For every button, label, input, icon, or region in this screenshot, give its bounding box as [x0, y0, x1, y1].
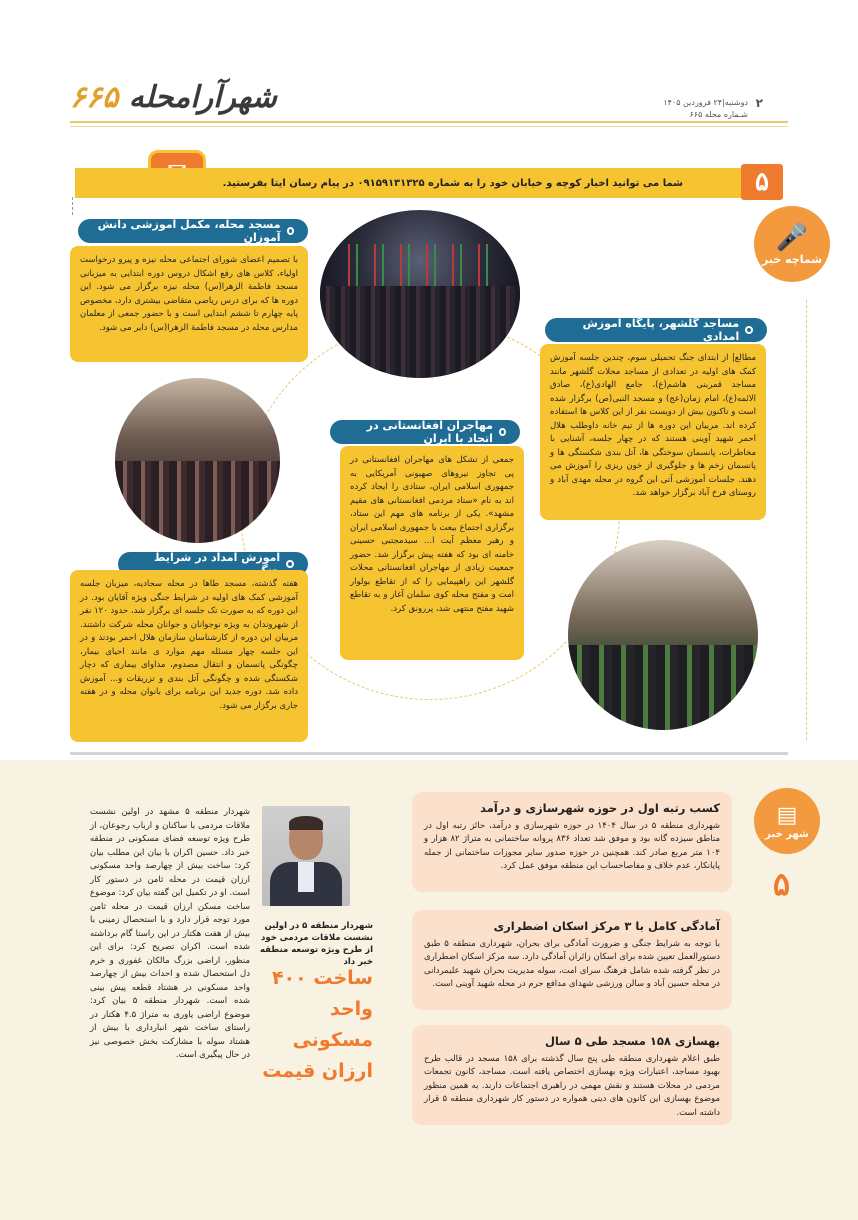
bullet-dot-icon — [287, 227, 294, 235]
logo-number: ۶۶۵ — [70, 80, 119, 115]
article-title-bar — [78, 219, 308, 243]
interview-headline — [255, 963, 373, 1087]
bullet-dot-icon — [499, 428, 506, 436]
article-title: مهاجران افغانستانی در اتحاد با ایران — [366, 419, 493, 445]
news-body: طبق اعلام شهرداری منطقه طی پنج سال گذشته برای ۱۵۸ مسجد در قالب طرح بهبود مساجد، اعتبارات ویژه بهسازی اختصاص یافته است. مساجد، کانون تجمعات مردمی در محلات هستند و نقش مهمی در راهبری اجتماعات دارند. به همین منظور موضوع بهسازی این کانون های دینی همواره در دستور کار شهرداری منطقه ۵ قرار داشته است. — [424, 1053, 721, 1118]
masthead-logo — [70, 80, 277, 115]
news-item — [412, 910, 732, 1010]
section-divider — [70, 752, 788, 755]
decorative-dotted-line — [806, 300, 808, 740]
headline-line: مسکونی — [292, 1029, 373, 1051]
banner-connector — [72, 197, 74, 215]
hair-graphic — [289, 816, 323, 830]
microphone-icon: 🎤 — [775, 222, 809, 253]
crowd-graphic — [320, 286, 520, 378]
news-body: شهرداری منطقه ۵ در سال ۱۴۰۴ در حوزه شهرسازی و درآمد، حائز رتبه اول در مناطق سیزده گانه بود و موفق شد تعداد ۸۳۶ پروانه ساختمانی به متراژ ۸۲ هزار و ۱۰۴ متر مربع صادر کند. همچنین در حوزه صدور سایر مجوزات ساختمانی از جمله پایانکار، عدم خلاف و مفاصاحساب این منطقه موفق عمل کرد. — [424, 820, 720, 871]
submission-banner — [75, 168, 753, 198]
news-item — [412, 1025, 732, 1125]
section-badge — [754, 206, 830, 282]
section-badge-label: شماچه خبر — [762, 252, 823, 266]
headline-line: ساخت ۴۰۰ واحد — [271, 967, 373, 1020]
article-body: جمعی از تشکل های مهاجران افغانستانی در پی تجاوز نیروهای صهیونی آمریکایی به جمهوری اسلامی ایران، ستادی را ایجاد کرده اند به نام «ستاد مردمی افغانستانی های مقیم مشهد». یکی از برنامه های مهم این ستاد، برگزاری اجتماع بیعت با جمهوری اسلامی ایران و رهبر معظم آیت ا... سیدمجتبی حسینی خامنه ای بود که هفته پیش برگزار شد. حضور جمعیت زیادی از مهاجران افغانستانی محلات گلشهر این راهپیمایی را که از تقاطع بولوار امت و مفتح محله کوی سلمان آغاز و به تقاطع شهید مفتح منتهی شد، پررونق کرد. — [340, 446, 524, 660]
news-title: کسب رتبه اول در حوزه شهرسازی و درآمد — [480, 801, 720, 815]
news-title: آمادگی کامل با ۳ مرکز اسکان اضطراری — [493, 919, 720, 933]
headline-line: ارزان قیمت — [262, 1060, 373, 1082]
article-title: آموزش امداد در شرایط — [154, 551, 281, 564]
bullet-dot-icon — [286, 560, 294, 568]
city-section-badge — [754, 788, 820, 854]
classroom-photo — [115, 378, 280, 543]
article-body: مطالع| از ابتدای جنگ تحمیلی سوم، چندین جلسه آموزش کمک های اولیه در تعدادی از مساجد محلات گلشهر مانند مساجد قمربنی هاشم(ع)، جامع الهادی(ع)، صادق الائمه(ع)، امام زمان(عج) و مسجد النبی(ص) برگزار شده است و تاکنون بیش از دویست نفر از این کلاس ها استفاده کرده اند. مربیان این دوره ها از تیم خانه داوطلب هلال احمر شهید آوینی هستند که در چهار جلسه، آشنایی با مخاطرات، پانسمان سوختگی ها، آتل بندی شکستگی ها و پانسمان زخم ها و جلوگیری از خون ریزی را آموزش می دهند. جلسات آموزشی آتی این گروه در محله مهدی آباد و روستای فرخ آباد برگزار خواهد شد. — [540, 344, 766, 520]
city-section-number: ۵ — [772, 865, 790, 903]
interview-body: شهردار منطقه ۵ مشهد در اولین نشست ملاقات مردمی با ساکنان و ارباب رجوعان، از طرح ویژه توسعه فضای مسکونی در منطقه خبر داد. حسین اکران با بیان این مطلب بیان کرد: ساخت بیش از چهارصد واحد مسکونی ارزان قیمت در محله ثامن در دستور کار است. او در تکمیل این گفته بیان کرد: موضوع ساخت مسکن ارزان قیمت در محله ثامن مورد توجه قرار دارد و با استحصال زمینی با بیش از هفت هکتار در این راستا گام برداشته شده است. اکران تصریح کرد: برای این منظور، اراضی بزرگ مالکان غفوری و خرم دل استحصال شده و احداث بیش از چهارصد واحد مسکونی در هشتاد قطعه پیش بینی شده است. شهردار منطقه ۵ بیان کرد: موضوع اراضی یاوری به متراژ ۴.۵ هکتار در راستای ساخت شهر انبارداری با بیش از هشتاد سوله با مشارکت بخش خصوصی نیز در حال پیگیری است. — [90, 807, 250, 1060]
news-title: بهسازی ۱۵۸ مسجد طی ۵ سال — [544, 1034, 720, 1048]
bullet-dot-icon — [745, 326, 753, 334]
issue-date: دوشنبه|۲۴ فروردین ۱۴۰۵ — [663, 98, 748, 107]
news-item — [412, 792, 732, 892]
interview-caption: شهردار منطقه ۵ در اولین نشست ملاقات مردمی خود از طرح ویژه توسعه منطقه خبر داد — [260, 921, 373, 967]
article-body: هفته گذشته، مسجد طاها در محله سجادیه، میزبان جلسه آموزشی کمک های اولیه در شرایط جنگی ویژه آقایان بود. در این دوره که به صورت تک جلسه ای برگزار شد، حدود ۱۲۰ نفر از شهروندان به ویژه نوجوانان و جوانان محله شرکت داشتند. مربیان این دوره از کارشناسان سازمان هلال احمر بودند و در این جلسه چهار مسئله مهم موارد ی مانند احیای بیمار، چگونگی پانسمان و انتقال مصدوم، مداوای بیماری که دچار شکستگی شده و چگونگی آتل بندی و تزریقات و... آموزش داده شد. دوره جدید این برنامه برای بانوان محله و در هفته جاری برگزار می شود. — [70, 570, 308, 742]
section-number: ۵ — [741, 164, 783, 200]
header-divider — [70, 121, 788, 123]
article-body: با تصمیم اعضای شورای اجتماعی محله نیزه و پیرو درخواست اولیاء، کلاس های رفع اشکال دروس دوره ابتدایی به میزبانی مسجد فاطمة الزهرا(س) محله نیزه برگزار می شود. این دوره ها که برای درس ریاضی متقاضی بیشتری دارد، مخصوص پایه چهارم تا ششم ابتدایی است و با حضور جمعی از معلمان مدارس محله در مسجد فاطمة الزهرا(س) دایر می شود. — [70, 246, 308, 362]
mayor-portrait — [262, 806, 350, 906]
flags-graphic — [340, 244, 500, 286]
article-title-bar — [330, 420, 520, 444]
mosque-training-photo — [568, 540, 758, 730]
city-section-label: شهر خبر — [765, 828, 809, 840]
attendees-graphic — [568, 645, 758, 731]
article-title: مساجد گلشهر، پایگاه آموزش امدادی — [582, 317, 740, 343]
news-body: با توجه به شرایط جنگی و ضرورت آمادگی برای بحران، شهرداری منطقه ۵ طبق دستورالعمل تعیین شده برای اسکان زائران آمادگی دارد. سه مرکز اسکان اضطراری در نظر گرفته شده شامل فرهنگ سرای امت، سوله مدیریت بحران شهید علیمردانی در محله حسین آباد و سالن ورزشی شهدای مدافع حرم در محله شهید آوینی است. — [424, 938, 720, 989]
students-graphic — [115, 461, 280, 544]
crowd-rally-photo — [320, 210, 520, 378]
logo-text: شهرآرامحله — [128, 80, 277, 115]
issue-number: شـماره محله ۶۶۵ — [689, 110, 748, 119]
article-title: مسجد محله، مکمل آموزشی دانش آموزان — [97, 218, 281, 244]
banner-text: شما می توانید اخبار کوچه و خیابان خود را به شماره ۰۹۱۵۹۱۳۱۳۲۵ در پیام رسان ایتا بفرستید. — [222, 177, 683, 189]
article-title-bar — [545, 318, 767, 342]
header-divider-thin — [70, 126, 788, 127]
newspaper-icon: ▤ — [776, 802, 798, 828]
page-number: ۲ — [755, 96, 763, 110]
shirt-graphic — [298, 862, 314, 892]
